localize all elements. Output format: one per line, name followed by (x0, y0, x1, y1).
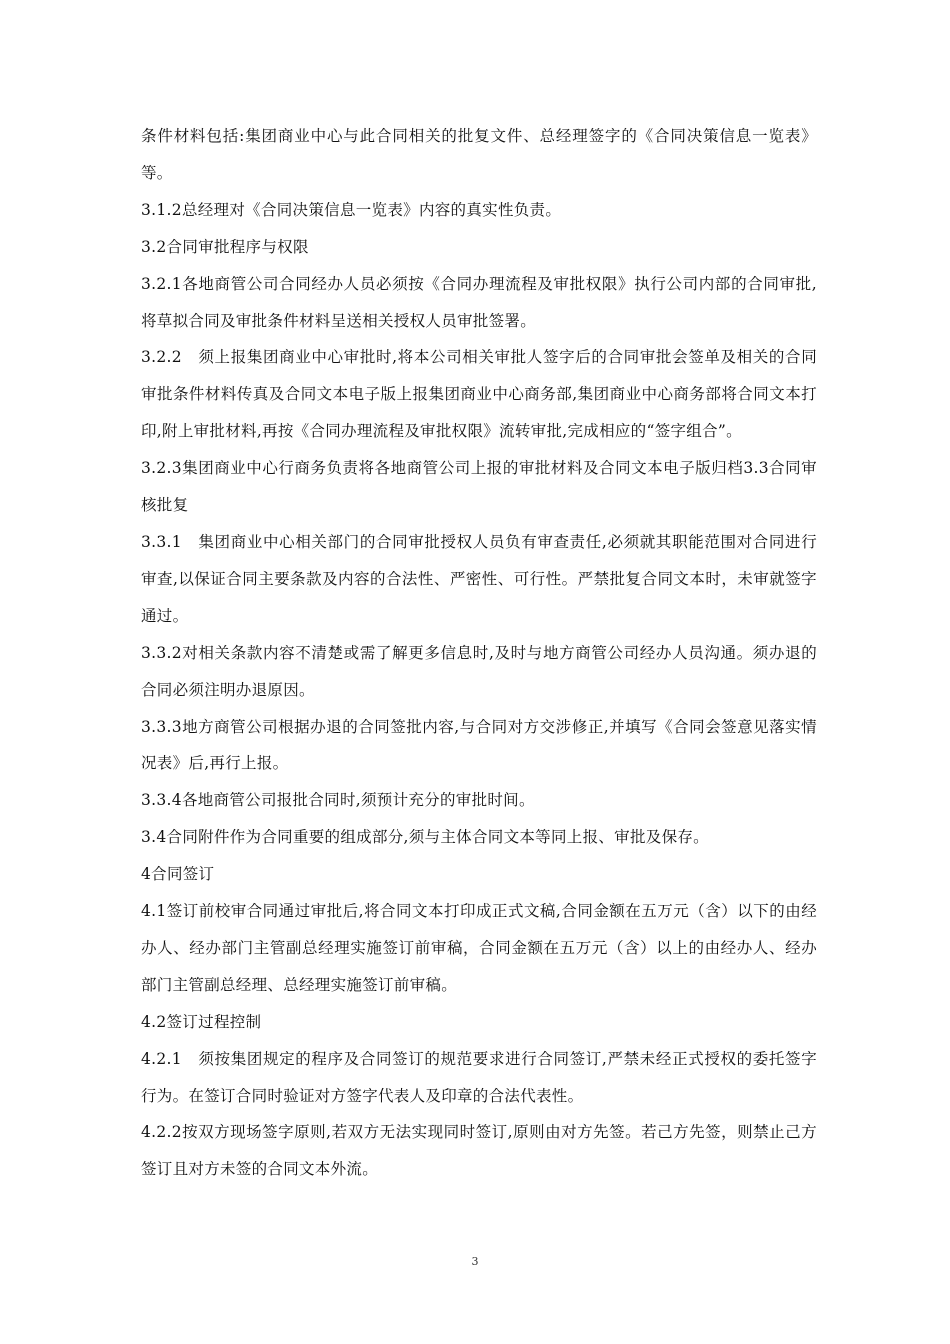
paragraph-15: 4.2.1 须按集团规定的程序及合同签订的规范要求进行合同签订,严禁未经正式授权的委托签字行为。在签订合同时验证对方签字代表人及印章的合法代表性。 (141, 1049, 817, 1105)
paragraph-12: 4合同签订 (141, 865, 215, 884)
paragraph-9: 3.3.3地方商管公司根据办退的合同签批内容,与合同对方交涉修正,并填写《合同会签意见落实情况表》后,再行上报。 (141, 717, 817, 773)
paragraph-3: 3.2合同审批程序与权限 (141, 237, 309, 256)
paragraph-5: 3.2.2 须上报集团商业中心审批时,将本公司相关审批人签字后的合同审批会签单及相关的合同审批条件材料传真及合同文本电子版上报集团商业中心商务部,集团商业中心商务部将合同文本打印,附上审批材料,再按《合同办理流程及审批权限》流转审批,完成相应的“签字组合”。 (141, 348, 817, 441)
paragraph-7: 3.3.1 集团商业中心相关部门的合同审批授权人员负有审查责任,必须就其职能范围对合同进行审查,以保证合同主要条款及内容的合法性、严密性、可行性。严禁批复合同文本时，未审就签字通过。 (141, 532, 817, 625)
document-body (141, 118, 817, 1188)
paragraph-4: 3.2.1各地商管公司合同经办人员必须按《合同办理流程及审批权限》执行公司内部的合同审批,将草拟合同及审批条件材料呈送相关授权人员审批签署。 (141, 274, 817, 330)
paragraph-10: 3.3.4各地商管公司报批合同时,须预计充分的审批时间。 (141, 791, 535, 810)
paragraph-8: 3.3.2对相关条款内容不清楚或需了解更多信息时,及时与地方商管公司经办人员沟通。须办退的合同必须注明办退原因。 (141, 643, 817, 699)
paragraph-6: 3.2.3集团商业中心行商务负责将各地商管公司上报的审批材料及合同文本电子版归档3.3合同审核批复 (141, 459, 817, 515)
paragraph-1: 条件材料包括:集团商业中心与此合同相关的批复文件、总经理签字的《合同决策信息一览表》等。 (141, 127, 817, 182)
paragraph-13: 4.1签订前校审合同通过审批后,将合同文本打印成正式文稿,合同金额在五万元（含）以下的由经办人、经办部门主管副总经理实施签订前审稿，合同金额在五万元（含）以上的由经办人、经办部门主管副总经理、总经理实施签订前审稿。 (141, 902, 817, 994)
page-number: 3 (471, 1255, 479, 1268)
paragraph-11: 3.4合同附件作为合同重要的组成部分,须与主体合同文本等同上报、审批及保存。 (141, 828, 709, 847)
paragraph-14: 4.2签订过程控制 (141, 1012, 262, 1031)
paragraph-16: 4.2.2按双方现场签字原则,若双方无法实现同时签订,原则由对方先签。若己方先签，则禁止己方签订且对方未签的合同文本外流。 (141, 1123, 817, 1179)
paragraph-2: 3.1.2总经理对《合同决策信息一览表》内容的真实性负责。 (141, 200, 562, 219)
